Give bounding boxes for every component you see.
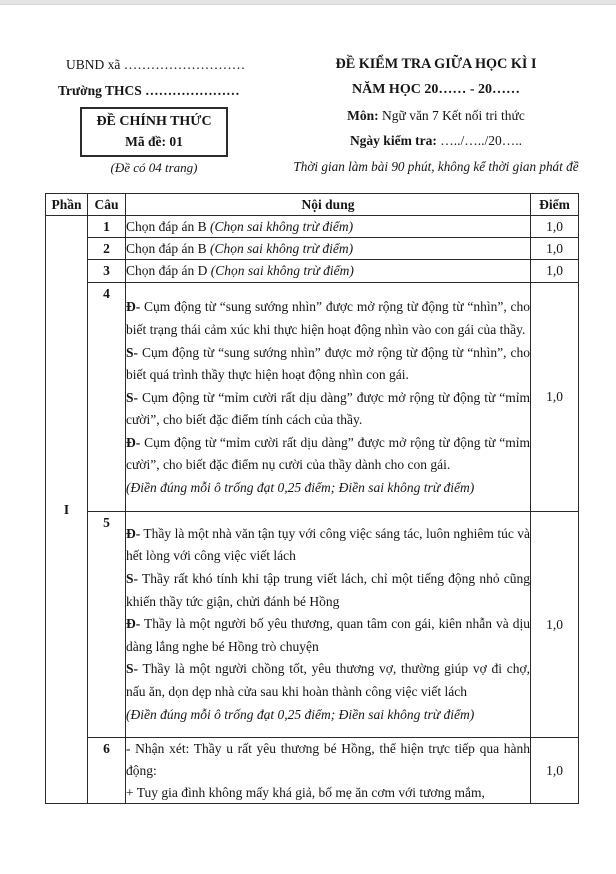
table-row	[46, 738, 579, 804]
answer-note: (Chọn sai không trừ điểm)	[210, 263, 354, 278]
official-exam-label: ĐỀ CHÍNH THỨC	[96, 114, 212, 129]
score-cell: 1,0	[531, 512, 579, 738]
answer-paragraph: - Nhận xét: Thầy u rất yêu thương bé Hồng, thể hiện trực tiếp qua hành động:	[126, 741, 530, 778]
true-false-mark: S-	[126, 344, 139, 360]
official-exam-box	[80, 107, 228, 157]
school-year-line: NĂM HỌC 20…… - 20……	[352, 82, 520, 98]
exam-date-label: Ngày kiểm tra:	[349, 133, 437, 149]
answer-text: Thầy là một người bố yêu thương, quan tâm con gái, kiên nhẫn và dịu dàng lắng nghe bé Hồng trò chuyện	[126, 616, 530, 654]
exam-date-value: …../…../20…..	[436, 133, 523, 149]
pages-note: (Đề có 04 trang)	[110, 160, 198, 175]
true-false-mark: S-	[126, 389, 139, 405]
answer-paragraph	[126, 387, 530, 432]
score-cell: 1,0	[531, 283, 579, 512]
answer-paragraph	[126, 296, 530, 341]
column-header-noidung: Nội dung	[126, 194, 531, 216]
column-header-cau: Câu	[88, 194, 126, 216]
answer-text: Thầy là một người chồng tốt, yêu thương vợ, thường giúp vợ đi chợ, nấu ăn, dọn dẹp nhà cửa sau khi hoàn thành công việc viết lách	[126, 661, 530, 699]
window-top-edge	[0, 0, 616, 5]
true-false-mark: Đ-	[126, 616, 141, 632]
question-number: 2	[88, 238, 126, 260]
answer-note: (Chọn sai không trừ điểm)	[210, 218, 354, 234]
answer-paragraph	[126, 658, 530, 703]
true-false-mark: Đ-	[126, 434, 141, 450]
score-cell: 1,0	[531, 260, 579, 283]
answer-content	[126, 512, 531, 738]
score-cell: 1,0	[531, 738, 579, 804]
duration-line: Thời gian làm bài 90 phút, không kể thời gian phát đề	[293, 158, 579, 174]
table-row	[46, 216, 579, 238]
answer-paragraph	[126, 613, 530, 658]
true-false-mark: S-	[126, 571, 139, 587]
question-number: 6	[88, 738, 126, 804]
true-false-mark: Đ-	[126, 299, 141, 315]
column-header-diem: Điểm	[531, 194, 579, 216]
answer-note: (Chọn sai không trừ điểm)	[210, 240, 354, 256]
answer-text: Chọn đáp án B	[126, 240, 210, 256]
grading-note: (Điền đúng mỗi ô trống đạt 0,25 điểm; Điền sai không trừ điểm)	[126, 480, 475, 496]
answer-content	[126, 283, 531, 512]
question-number: 5	[88, 512, 126, 738]
authority-line: UBND xã ………………………	[66, 57, 246, 72]
answer-content	[126, 216, 531, 238]
answer-text: Thầy rất khó tính khi tập trung viết lách, chỉ một tiếng động nhỏ cũng khiến thầy tức giận, chửi đánh bé Hồng	[126, 571, 530, 609]
exam-title: ĐỀ KIỂM TRA GIỮA HỌC KÌ I	[335, 56, 537, 72]
score-cell: 1,0	[531, 238, 579, 260]
answer-text: Cụm động từ “mỉm cười rất dịu dàng” được mở rộng từ động từ “mỉm cười”, cho biết đặc điểm nụ cười của thầy dành cho con gái.	[126, 434, 530, 473]
answer-key-table	[45, 193, 579, 804]
answer-content	[126, 260, 531, 283]
score-cell: 1,0	[531, 216, 579, 238]
section-cell: I	[46, 216, 88, 804]
grading-note: (Điền đúng mỗi ô trống đạt 0,25 điểm; Điền sai không trừ điểm)	[126, 706, 475, 722]
table-row	[46, 260, 579, 283]
answer-text: Thầy là một nhà văn tận tụy với công việc sáng tác, luôn nghiêm túc và hết lòng với công việc viết lách	[126, 525, 530, 564]
answer-content	[126, 238, 531, 260]
question-number: 3	[88, 260, 126, 283]
header-right-block	[278, 52, 594, 179]
column-header-phan: Phần	[46, 194, 88, 216]
answer-text: Chọn đáp án D	[126, 263, 211, 278]
subject-label: Môn:	[347, 107, 379, 123]
true-false-mark: Đ-	[126, 525, 141, 541]
exam-date-line	[278, 128, 594, 153]
answer-content	[126, 738, 531, 804]
answer-paragraph	[126, 432, 530, 477]
exam-code: Mã đề: 01	[125, 134, 183, 149]
table-row	[46, 238, 579, 260]
table-row	[46, 283, 579, 512]
true-false-mark: S-	[126, 661, 139, 677]
answer-paragraph	[126, 568, 530, 613]
answer-text: Cụm động từ “sung sướng nhìn” được mở rộng từ động từ “nhìn”, cho biết quá trình thầy thực hiện hoạt động nhìn con gái.	[126, 344, 530, 383]
question-number: 1	[88, 216, 126, 238]
subject-line	[278, 103, 594, 128]
subject-value: Ngữ văn 7 Kết nối tri thức	[378, 107, 525, 123]
answer-text: Chọn đáp án B	[126, 218, 210, 234]
table-header-row	[46, 194, 579, 216]
question-number: 4	[88, 283, 126, 512]
school-line: Trường THCS …………………	[58, 83, 240, 98]
answer-paragraph: + Tuy gia đình không mấy khá giả, bố mẹ ăn cơm với tương mắm,	[126, 784, 485, 800]
header-left-block	[58, 52, 284, 179]
table-row	[46, 512, 579, 738]
answer-text: Cụm động từ “mỉm cười rất dịu dàng” được mở rộng từ động từ “mỉm cười”, cho biết đặc điểm tính cách của thầy.	[126, 389, 530, 428]
answer-text: Cụm động từ “sung sướng nhìn” được mở rộng từ động từ “nhìn”, cho biết trạng thái cảm xúc khi thực hiện hoạt động nhìn vào con gái của thầy.	[126, 299, 530, 337]
answer-paragraph	[126, 523, 530, 568]
answer-paragraph	[126, 342, 530, 387]
